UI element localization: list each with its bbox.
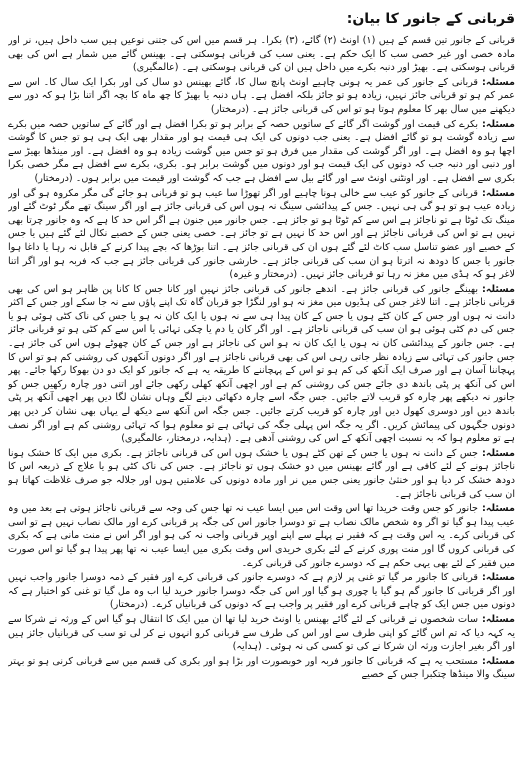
section-title: قربانی کے جانور کا بیان: — [346, 11, 515, 27]
masala-text: قربانی کے جانور کو عیب سے خالی ہونا چاہیے اور اگر تھوڑا سا عیب ہو تو قربانی ہو جائے گی مگر مکروہ ہو گی اور زیادہ عیب ہو تو ہو گی ہی نہیں۔ جس کے پیدائشی سینگ نہ ہوں اس کی قربانی جائز ہے اور اگر سینگ تھے مگر ٹوٹ گئے اور مینگ تک ٹوٹا ہے تو ناجائز ہے اس سے کم ٹوٹا ہو تو جائز ہے۔ جس جانور میں جنون ہے اگر اس حد کا ہے کہ وہ جانور چرتا بھی نہیں ہے تو اس کی قربانی ناجائز ہے اور اس حد کا نہیں ہے تو جائز ہے۔ خصی یعنی جس کے خصیے نکال لئے گئے ہیں یا جس کے خصیے اور عضو تناسل سب کاٹ لئے گئے ہوں ان کی قربانی جائز ہے۔ اتنا بوڑھا کہ بچے پیدا کرنے کے قابل نہ رہا یا داغا ہوا جانور یا جس کا دودھ نہ اترتا ہو ان سب کی قربانی جائز ہے۔ خارشی جانور کی قربانی جائز ہے جب کہ فربہ ہو اور اگر اتنا لاغر ہو کہ ہڈی میں مغز نہ رہا تو قربانی جائز نہیں۔ (درمختار و غیرہ) — [8, 187, 515, 281]
masala-label: مسئلہ: — [482, 283, 515, 295]
intro-paragraph: قربانی کے جانور تین قسم کے ہیں (۱) اونٹ (۲) گائے، (۳) بکرا۔ ہر قسم میں اس کی جتنی نوعیں ہیں سب داخل ہیں، نر اور مادہ خصی اور غیر خصی سب کا ایک حکم ہے۔ یعنی سب کی قربانی ہوسکتی ہے۔ بھینس گائے میں شمار ہے اس کی بھی قربانی ہوسکتی ہے۔ بھیڑ اور دنبہ بکرے میں داخل ہیں ان کی قربانی ہوسکتی ہے۔ (عالمگیری) — [8, 35, 515, 74]
masala-text: سات شخصوں نے قربانی کے لئے گائے بھینس یا اونٹ خرید لیا تھا ان میں ایک کا انتقال ہو گیا اس کے ورثہ نے شرکا سے یہ کہہ دیا کہ تم اس گائے کو اپنی طرف سے اور اس کی طرف سے قربانی کرو انہوں نے کر لی تو سب کی قربانیاں جائز ہیں اور اگر بغیر اجازت ورثہ ان شرکا نے کی تو کسی کی نہ ہوئی۔ (ہدایہ) — [8, 613, 515, 653]
masala-text: جانور کو جس وقت خریدا تھا اس وقت اس میں ایسا عیب نہ تھا جس کی وجہ سے قربانی ناجائز ہوتی ہے بعد میں وہ عیب پیدا ہو گیا تو اگر وہ شخص مالک نصاب ہے تو دوسرا جانور اس کی جگہ پر قربانی کرے اور مالک نصاب نہیں ہے تو اسی کی قربانی کرے۔ یہ اس وقت ہے کہ فقیر نے پہلے سے اپنے اوپر قربانی واجب نہ کی ہو اور اگر اس نے منت مانی ہے کہ بکری کی قربانی کروں گا اور منت پوری کرنے کے لئے بکری خریدی اس وقت بکری میں ایسا عیب نہ تھا پھر پیدا ہو گیا تو اس صورت میں فقیر کے لئے بھی یہی حکم ہے کہ دوسرے جانور کی قربانی کرے۔ — [8, 503, 515, 569]
masala-paragraph — [8, 187, 515, 282]
masala-label: مسئلہ: — [482, 118, 515, 130]
masala-label: مسئلہ: — [482, 655, 515, 667]
masala-label: مسئلہ: — [482, 76, 515, 88]
masala-text: جس کے دانت نہ ہوں یا جس کے تھن کٹے ہوں یا خشک ہوں اس کی قربانی ناجائز ہے۔ بکری میں ایک کا خشک ہونا ناجائز ہونے کے لئے کافی ہے اور گائے بھینس میں دو خشک ہوں تو ناجائز ہے۔ جس کی ناک کٹی ہو یا علاج کے ذریعہ اس کا دودھ خشک کر دیا ہو اور خنثیٰ جانور یعنی جس میں نر اور مادہ دونوں کی علامتیں ہوں اور جلالہ جو صرف غلاظت کھاتا ہو ان سب کی قربانی ناجائز ہے۔ — [8, 447, 515, 500]
masala-paragraph — [8, 118, 515, 186]
masala-paragraph — [8, 571, 515, 612]
masala-paragraph — [8, 655, 515, 682]
masala-label: مسئلہ: — [482, 613, 515, 625]
masala-text: بکرے کی قیمت اور گوشت اگر گائے کے ساتویں حصہ کے برابر ہو تو بکرا افضل ہے اور گائے کے ساتویں حصہ میں بکرے سے زیادہ گوشت ہو تو گائے افضل ہے۔ یعنی جب دونوں کی ایک ہی قیمت ہو اور مقدار بھی ایک ہی ہو تو جس کا گوشت اچھا ہو وہ افضل ہے۔ اور اگر گوشت کی مقدار میں فرق ہو تو جس میں گوشت زیادہ ہو وہ افضل ہے۔ اور مینڈھا بھیڑ سے اور دنبی اور دنبہ جب کہ دونوں کی ایک قیمت ہو اور دونوں میں گوشت برابر ہو۔ بکری، بکرے سے افضل ہے مگر خصی بکرا بکری سے افضل ہے۔ اور اونٹنی اونٹ سے اور گائے بیل سے افضل ہے جب کہ گوشت اور قیمت میں برابر ہوں۔ (درمختار) — [8, 118, 515, 184]
masala-text: قربانی کے جانور کی عمر یہ ہونی چاہیے اونٹ پانچ سال کا، گائے بھینس دو سال کی اور بکرا ایک سال کا۔ اس سے عمر کم ہو تو قربانی جائز نہیں، زیادہ ہو تو جائز بلکہ افضل ہے۔ ہاں دنبہ یا بھیڑ کا چھ ماہ کا بچہ اگر اتنا بڑا ہو کہ دور سے دیکھنے میں سال بھر کا معلوم ہوتا ہو تو اس کی قربانی جائز ہے۔ (درمختار) — [8, 76, 515, 115]
masala-paragraph — [8, 613, 515, 654]
masala-label: مسئلہ: — [482, 503, 515, 515]
masala-text: مستحب یہ ہے کہ قربانی کا جانور فربہ اور خوبصورت اور بڑا ہو اور بکری کی قسم میں سے قربانی کرنی ہو تو بہتر سینگ والا مینڈھا چتکبرا جس کے خصیے — [8, 655, 515, 681]
masala-paragraph — [8, 76, 515, 117]
masala-paragraph — [8, 502, 515, 570]
masala-text: بھینگے جانور کی قربانی جائز ہے۔ اندھے جانور کی قربانی جائز نہیں اور کانا جس کا کانا پن ظاہر ہو اس کی بھی قربانی ناجائز ہے۔ اتنا لاغر جس کی ہڈیوں میں مغز نہ ہو اور لنگڑا جو قربان گاہ تک اپنے پاؤں سے نہ جا سکے اور جس کے اکثر دانت نہ ہوں اور جس کے کان کٹے ہوں یا جس کے کان پیدا ہی سے نہ ہوں یا ایک کان نہ ہو یا جس کی ناک کٹی ہوئی ہو یا جس کی دم کٹی ہوئی ہو ان سب کی قربانی ناجائز ہے۔ اور اگر کان یا دم یا چکی تہائی یا اس سے کم کٹی ہو تو قربانی جائز ہے۔ جس جانور کے پیدائشی کان نہ ہوں یا ایک کان نہ ہو اس کی ناجائز ہے اور جس کے کان چھوٹے ہوں اس کی جائز ہے۔ جس جانور کی تہائی سے زیادہ نظر جاتی رہی اس کی بھی قربانی ناجائز ہے اور اگر دونوں آنکھوں کی روشنی کم ہو تو اس کا پہچاننا آسان ہے اور صرف ایک آنکھ کی کم ہو تو اس کے پہچاننے کا طریقہ یہ ہے کہ جانور کو ایک دو دن بھوکا رکھا جائے۔ پھر اس کی آنکھ پر پٹی باندھ دی جائے جس کی روشنی کم ہے اور اچھی آنکھ کھلی رکھی جائے اور اتنی دور چارہ رکھیں جس کو جانور نہ دیکھے پھر چارہ کو قریب لاتے جائیں۔ جس جگہ اسے چارہ دکھائی دینے لگے وہاں نشان لگا دیں پھر اچھی آنکھ پر پٹی باندھ دیں اور دوسری کھول دیں اور چارہ کو قریب کرتے جائیں۔ جس جگہ اس آنکھ سے دیکھ لے یہاں بھی نشان کر دیں پھر دونوں جگہوں کی پیمائش کریں۔ اگر یہ جگہ اس پہلی جگہ کی تہائی ہے تو معلوم ہوا کہ تہائی روشنی کم ہے اور اگر نصف ہے تو معلوم ہوا کہ بہ نسبت اچھی آنکھ کے اس کی روشنی آدھی ہے۔ (ہدایہ، درمختار، عالمگیری) — [8, 283, 515, 445]
masala-paragraph — [8, 283, 515, 446]
document-page — [8, 8, 515, 756]
masala-label: مسئلہ: — [482, 447, 515, 459]
masala-label: مسئلہ: — [482, 572, 515, 584]
masala-text: قربانی کا جانور مر گیا تو غنی پر لازم ہے کہ دوسرے جانور کی قربانی کرے اور فقیر کے ذمہ دوسرا جانور واجب نہیں اور اگر قربانی کا جانور گم ہو گیا یا چوری ہو گیا اور اس کی جگہ دوسرا جانور خرید لیا اب وہ مل گیا تو غنی کو اختیار ہے کہ دونوں میں جس ایک کو چاہے قربانی کرے اور فقیر پر واجب ہے کہ دونوں کی قربانیاں کرے۔ (درمختار) — [8, 572, 515, 611]
masala-label: مسئلہ: — [482, 187, 515, 199]
masala-paragraph — [8, 447, 515, 501]
